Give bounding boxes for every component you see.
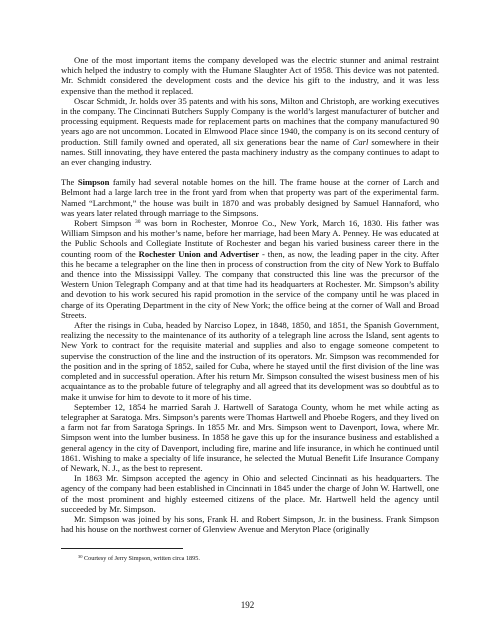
paragraph-simpson-family <box>61 177 439 218</box>
footnote-number: 30 <box>78 554 83 559</box>
paragraph-electric-stunner: One of the most important items the company developed was the electric stunner and animal restraint which helped the industry to comply with the Humane Slaughter Act of 1958. This device was not patented. Mr. Schmidt considered the development costs and the device his gift to the industry, and it was less expensive than the method it replaced. <box>61 55 439 96</box>
paragraph-text: somewhere in their names. Still innovating, they have entered the pasta machinery industry as the company continues to adapt to an ever changing industry. <box>61 136 439 168</box>
paragraph-sons: Mr. Simpson was joined by his sons, Frank H. and Robert Simpson, Jr. in the business. Frank Simpson had his house on the northwest corner of Glenview Avenue and Meryton Place (originally <box>61 513 439 535</box>
paragraph-cuba: After the risings in Cuba, headed by Narciso Lopez, in 1848, 1850, and 1851, the Spanish Government, realizing the necessity to the maintenance of its authority of a telegraph line across the Island, sent agents to New York to contract for the requisite material and supplies and also to engage someone competent to supervise the construction of the line and the instruction of its operators. Mr. Simpson was recommended for the position and in the spring of 1852, sailed for Cuba, where he stayed until the first division of the line was completed and in successful operation. After his return Mr. Simpson consulted the wisest business men of his acquaintance as to the probable future of telegraphy and all agreed that its development was so doubtful as to make it unwise for him to devote to it more of his time. <box>61 320 439 402</box>
bold-family-name: Simpson <box>77 177 110 188</box>
page-body <box>61 55 439 534</box>
italic-name: Carl <box>352 136 369 147</box>
footnote-reference: 30 <box>134 219 141 226</box>
paragraph-cincinnati-agency: In 1863 Mr. Simpson accepted the agency in Ohio and selected Cincinnati as his headquarters. The agency of the company had been established in Cincinnati in 1845 under the charge of John W. Hartwell, one of the most prominent and highly esteemed citizens of the place. Mr. Hartwell held the agency until succeeded by Mr. Simpson. <box>61 473 439 514</box>
paragraph-text: - then, as now, the leading paper in the city. After this he became a telegrapher on the line then in process of construction from the city of New York to Buffalo and thence into the Mississippi Valley. The company that constructed this line was the precursor of the Western Union Telegraph Company and at that time had its headquarters at Rochester. Mr. Simpson’s ability and devotion to his work secured his rapid promotion in the service of the company until he was placed in charge of its Operating Department in the city of New York; the office being at the corner of Wall and Broad Streets. <box>61 248 439 320</box>
page-number: 192 <box>240 600 255 610</box>
paragraph-robert-simpson <box>61 218 439 320</box>
paragraph-oscar-schmidt <box>61 96 439 167</box>
paragraph-text: The <box>61 177 75 188</box>
footnote-text: Courtesy of Jerry Simpson, written circa 1895. <box>84 555 200 562</box>
bold-newspaper-name: Rochester Union and Advertiser <box>138 248 260 259</box>
paragraph-text: Robert Simpson <box>74 218 132 229</box>
paragraph-text: family had several notable homes on the hill. The frame house at the corner of Larch and Belmont had a large larch tree in the front yard from when that property was part of the experimental farm. Named “Larchmont,” the house was built in 1870 and was probably designed by Samuel Hannaford, who was years later related through marriage to the Simpsons. <box>61 177 440 218</box>
paragraph-text: was born in Rochester, Monroe Co., New York, March 16, 1830. His father was William Simpson and his mother’s name, before her marriage, had been Mary A. Penney. He was educated at the Public Schools and Collegiate Institute of Rochester and began his varied business career there in the counting room of the <box>61 218 440 259</box>
footnote <box>78 555 378 563</box>
paragraph-text: Oscar Schmidt, Jr. holds over 35 patents and with his sons, Milton and Christoph, are working executives in the company. The Cincinnati Butchers Supply Company is the world’s largest manufacturer of butcher and processing equipment. Requests made for replacement parts on machines that the company manufactured 90 years ago are not uncommon. Located in Elmwood Place since 1940, the company is on its second century of production. Still family owned and operated, all six generations bear the name of <box>61 95 439 147</box>
paragraph-marriage: September 12, 1854 he married Sarah J. Hartwell of Saratoga County, whom he met while acting as telegrapher at Saratoga. Mrs. Simpson’s parents were Thomas Hartwell and Phoebe Rogers, and they lived on a farm not far from Saratoga Springs. In 1855 Mr. and Mrs. Simpson went to Davenport, Iowa, where Mr. Simpson went into the lumber business. In 1858 he gave this up for the insurance business and established a general agency in the city of Davenport, including fire, marine and life insurance, in which he continued until 1861. Wishing to make a specialty of life insurance, he selected the Mutual Benefit Life Insurance Company of Newark, N. J., as the best to represent. <box>61 401 439 473</box>
footnote-divider <box>61 548 183 549</box>
